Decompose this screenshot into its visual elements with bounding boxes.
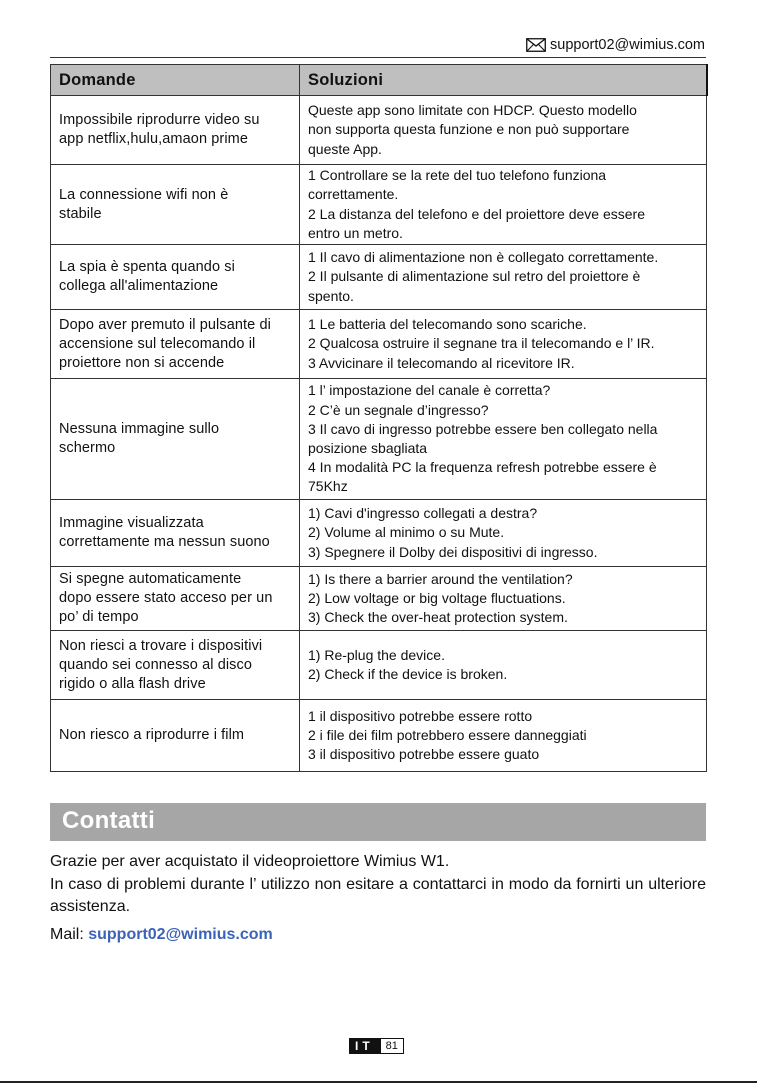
question-line: schermo [59, 440, 116, 456]
faq-table-header [51, 65, 707, 96]
solution-cell [300, 310, 707, 379]
solution-line: 3) Check the over-heat protection system. [308, 609, 568, 626]
solution-line: 2) Volume al minimo o su Mute. [308, 524, 505, 541]
solution-line: posizione sbagliata [308, 440, 428, 456]
solution-line: 1) Cavi d'ingresso collegati a destra? [308, 505, 538, 522]
table-row [51, 245, 707, 310]
solution-line: 3 Il cavo di ingresso potrebbe essere ben collegato nella [308, 420, 658, 437]
thanks-text: Grazie per aver acquistato il videoproiettore Wimius W1. [50, 853, 450, 870]
solution-line: Queste app sono limitate con HDCP. Questo modello [308, 102, 637, 119]
question-line: accensione sul telecomando il [59, 335, 256, 352]
page-badge [349, 1038, 404, 1054]
question-cell [51, 379, 300, 500]
solution-line: 4 In modalità PC la frequenza refresh potrebbe essere è [308, 459, 657, 476]
question-cell [51, 631, 300, 700]
solution-line: queste App. [308, 140, 382, 157]
contacts-title: Contatti [62, 807, 156, 834]
question-line: Immagine visualizzata [59, 515, 204, 531]
question-line: Dopo aver premuto il pulsante di [59, 316, 271, 333]
question-cell [51, 96, 300, 165]
solution-line: 3) Spegnere il Dolby dei dispositivi di ingresso. [308, 543, 598, 560]
solution-line: 3 il dispositivo potrebbe essere guato [308, 746, 540, 763]
table-row [51, 310, 707, 379]
question-line: po’ di tempo [59, 609, 139, 625]
solution-cell [300, 245, 707, 310]
solution-line: 2 i file dei film potrebbero essere danneggiati [308, 726, 587, 743]
solution-cell [300, 700, 707, 772]
column-header-questions: Domande [51, 65, 300, 96]
column-header-solutions: Soluzioni [300, 65, 707, 96]
solution-line: 2 Il pulsante di alimentazione sul retro del proiettore è [308, 268, 641, 285]
mail-link[interactable]: support02@wimius.com [88, 926, 273, 943]
table-row [51, 567, 707, 631]
question-cell [51, 700, 300, 772]
mail-label: Mail: [50, 926, 89, 943]
solution-line: 1) Is there a barrier around the ventilation? [308, 570, 573, 587]
solution-line: entro un metro. [308, 224, 403, 241]
solution-line: 2 C’è un segnale d’ingresso? [308, 401, 489, 418]
contacts-section-bar [50, 803, 706, 841]
question-line: correttamente ma nessun suono [59, 534, 270, 550]
solution-line: 1 Le batteria del telecomando sono scariche. [308, 316, 587, 333]
envelope-icon [526, 38, 546, 52]
solution-line: 1 l’ impostazione del canale è corretta? [308, 382, 551, 399]
question-cell [51, 310, 300, 379]
question-line: collega all'alimentazione [59, 278, 219, 294]
header-divider [50, 57, 706, 58]
mail-line [50, 926, 273, 944]
question-line: Impossibile riprodurre video su [59, 112, 260, 128]
table-row [51, 96, 707, 165]
question-line: Non riesci a trovare i dispositivi [59, 637, 263, 654]
question-cell [51, 165, 300, 245]
question-line: app netflix,hulu,amaon prime [59, 131, 248, 147]
faq-table [50, 64, 708, 772]
footer-divider [0, 1081, 757, 1083]
solution-line: 1 Il cavo di alimentazione non è collegato correttamente. [308, 249, 659, 266]
support-text: In caso di problemi durante l’ utilizzo non esitare a contattarci in modo da fornirti un ulteriore assistenza. [50, 876, 706, 915]
question-line: proiettore non si accende [59, 354, 225, 371]
question-cell [51, 500, 300, 567]
solution-cell [300, 379, 707, 500]
header-email [526, 37, 705, 53]
solution-line: 75Khz [308, 478, 348, 495]
table-row [51, 165, 707, 245]
language-code: IT [349, 1038, 380, 1054]
solution-line: 2 Qualcosa ostruire il segnane tra il telecomando e l’ IR. [308, 335, 655, 352]
solution-line: 2) Check if the device is broken. [308, 666, 508, 682]
table-row [51, 631, 707, 700]
solution-line: 2) Low voltage or big voltage fluctuations. [308, 589, 566, 606]
solution-line: spento. [308, 287, 354, 304]
solution-cell [300, 500, 707, 567]
page-number: 81 [380, 1038, 404, 1054]
header-email-text: support02@wimius.com [550, 37, 705, 53]
solution-cell [300, 567, 707, 631]
question-line: quando sei connesso al disco [59, 656, 253, 673]
solution-cell [300, 96, 707, 165]
table-row [51, 379, 707, 500]
solution-cell [300, 165, 707, 245]
question-line: stabile [59, 205, 102, 222]
question-cell [51, 567, 300, 631]
table-row [51, 700, 707, 772]
table-row [51, 500, 707, 567]
question-line: La spia è spenta quando si [59, 259, 235, 275]
question-line: Nessuna immagine sullo [59, 421, 220, 437]
question-line: La connessione wifi non è [59, 186, 229, 203]
solution-line: 1) Re-plug the device. [308, 646, 445, 663]
question-line: dopo essere stato acceso per un [59, 590, 273, 606]
solution-line: 1 Controllare se la rete del tuo telefono funziona [308, 167, 607, 184]
solution-line: 3 Avvicinare il telecomando al ricevitore IR. [308, 354, 575, 371]
question-line: Non riesco a riprodurre i film [59, 727, 245, 743]
solution-cell [300, 631, 707, 700]
question-line: rigido o alla flash drive [59, 675, 206, 692]
question-line: Si spegne automaticamente [59, 571, 242, 587]
solution-line: correttamente. [308, 186, 399, 203]
question-cell [51, 245, 300, 310]
solution-line: 2 La distanza del telefono e del proiettore deve essere [308, 205, 646, 222]
solution-line: 1 il dispositivo potrebbe essere rotto [308, 707, 533, 724]
solution-line: non supporta questa funzione e non può supportare [308, 121, 630, 138]
